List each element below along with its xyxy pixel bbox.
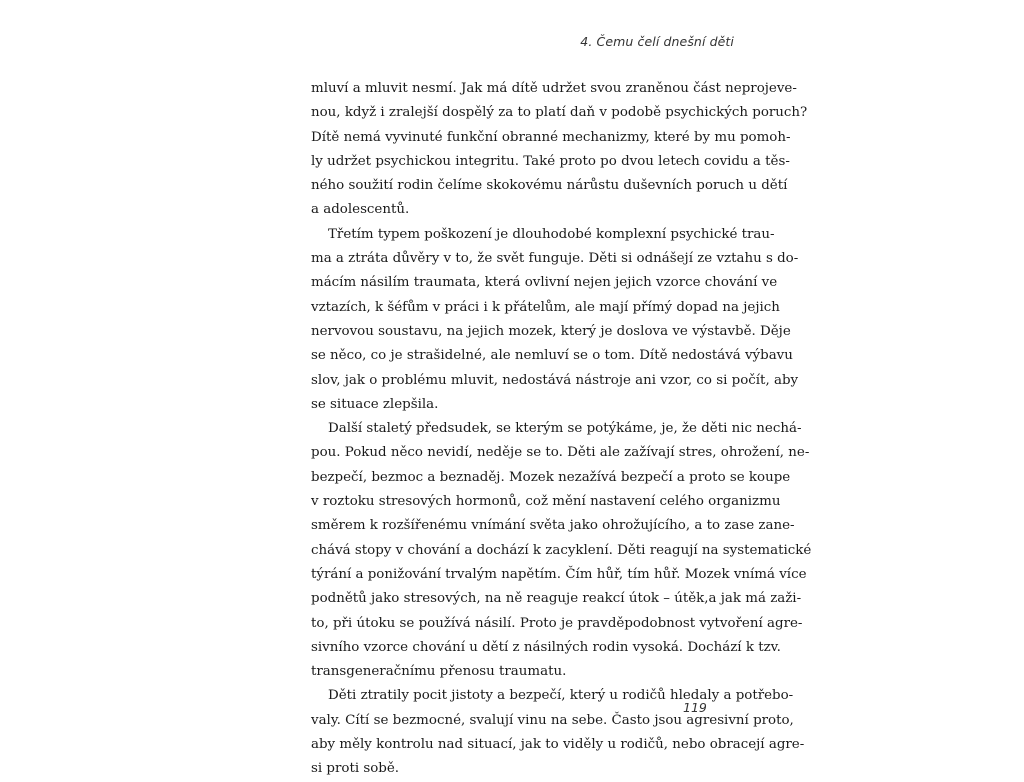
body-text xyxy=(311,77,812,782)
text-line: ly udržet psychickou integritu. Také proto po dvou letech covidu a těs- xyxy=(311,153,790,169)
text-line: vztazích, k šéfům v práci i k přátelům, ale mají přímý dopad na jejich xyxy=(311,299,780,315)
text-line: pou. Pokud něco nevidí, neděje se to. Děti ale zažívají stres, ohrožení, ne- xyxy=(311,445,810,461)
text-line: Děti ztratily pocit jistoty a bezpečí, který u rodičů hledaly a potřebo- xyxy=(328,688,794,704)
text-line: si proti sobě. xyxy=(311,761,400,777)
text-line: Dítě nemá vyvinuté funkční obranné mechanizmy, které by mu pomoh- xyxy=(311,129,791,145)
text-line: chává stopy v chování a dochází k zacyklení. Děti reagují na systematické xyxy=(311,542,812,558)
text-line: Další staletý předsudek, se kterým se potýkáme, je, že děti nic nechá- xyxy=(328,421,802,437)
text-line: mácím násilím traumata, která ovlivní nejen jejich vzorce chování ve xyxy=(311,275,778,291)
text-line: valy. Cítí se bezmocné, svalují vinu na sebe. Často jsou agresivní proto, xyxy=(311,712,794,728)
text-line: bezpečí, bezmoc a beznaděj. Mozek nezažívá bezpečí a proto se koupe xyxy=(311,469,791,485)
running-header: 4. Čemu čelí dnešní děti xyxy=(580,34,734,49)
text-line: se situace zlepšila. xyxy=(311,396,439,412)
text-line: a adolescentů. xyxy=(311,202,410,218)
text-line: Třetím typem poškození je dlouhodobé komplexní psychické trau- xyxy=(328,226,775,242)
text-line: se něco, co je strašidelné, ale nemluví se o tom. Dítě nedostává výbavu xyxy=(311,348,793,364)
text-line: směrem k rozšířenému vnímání světa jako ohrožujícího, a to zase zane- xyxy=(311,518,795,534)
text-line: nervovou soustavu, na jejich mozek, který je doslova ve výstavbě. Děje xyxy=(311,323,791,339)
text-line: nou, když i zralejší dospělý za to platí daň v podobě psychických poruch? xyxy=(311,105,808,121)
text-line: podnětů jako stresových, na ně reaguje reakcí útok – útěk,a jak má zaži- xyxy=(311,591,802,607)
text-line: slov, jak o problému mluvit, nedostává nástroje ani vzor, co si počít, aby xyxy=(311,372,799,388)
page-number: 119 xyxy=(683,700,707,715)
text-line: ma a ztráta důvěry v to, že svět funguje. Děti si odnášejí ze vztahu s do- xyxy=(311,251,799,267)
text-line: týrání a ponižování trvalým napětím. Čím hůř, tím hůř. Mozek vnímá více xyxy=(311,566,807,582)
text-line: sivního vzorce chování u dětí z násilných rodin vysoká. Dochází k tzv. xyxy=(311,639,781,655)
text-line: transgeneračnímu přenosu traumatu. xyxy=(311,664,567,680)
text-line: to, při útoku se používá násilí. Proto je pravděpodobnost vytvoření agre- xyxy=(311,615,803,631)
text-line: mluví a mluvit nesmí. Jak má dítě udržet svou zraněnou část neprojeve- xyxy=(311,81,797,96)
text-line: v roztoku stresových hormonů, což mění nastavení celého organizmu xyxy=(311,494,781,510)
text-line: aby měly kontrolu nad situací, jak to viděly u rodičů, nebo obracejí agre- xyxy=(311,737,805,753)
text-line: ného soužití rodin čelíme skokovému nárůstu duševních poruch u dětí xyxy=(311,178,788,194)
